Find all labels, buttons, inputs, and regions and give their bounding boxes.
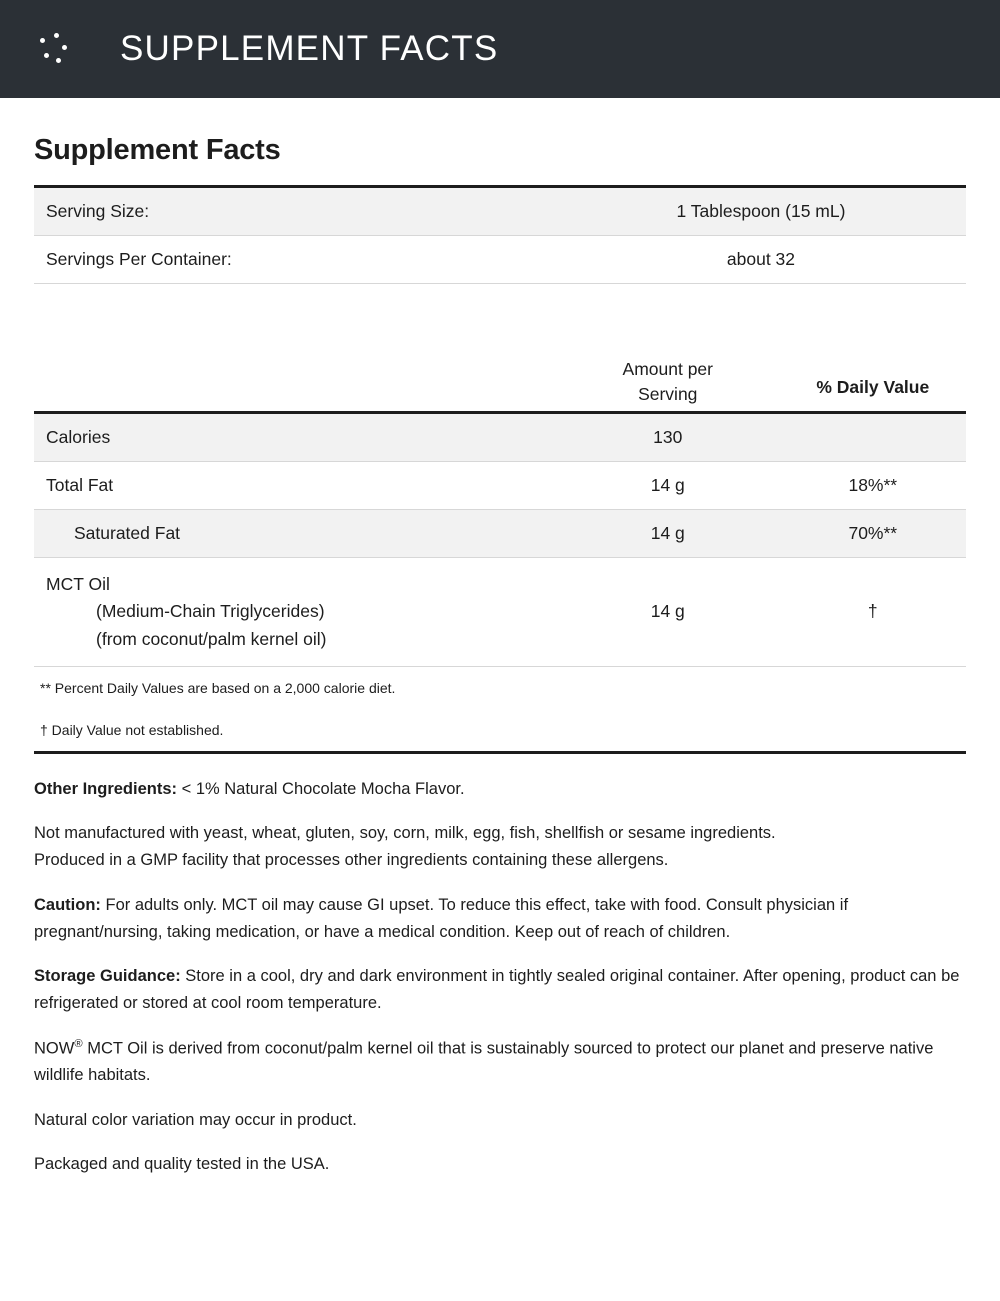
brand-paragraph (34, 1035, 966, 1089)
allergen-paragraph (34, 820, 966, 873)
footnote-row-2 (34, 709, 966, 751)
serving-size-value: 1 Tablespoon (15 mL) (556, 187, 966, 236)
other-ingredients-label: Other Ingredients: (34, 779, 178, 798)
row-label-calories: Calories (34, 413, 556, 462)
mct-oil-name: MCT Oil (46, 574, 110, 595)
table-row-serving-size (34, 187, 966, 236)
dots-scatter-icon (34, 29, 74, 69)
row-dv-saturated-fat: 70%** (780, 510, 966, 558)
allergen-line-1: Not manufactured with yeast, wheat, gluten, soy, corn, milk, egg, fish, shellfish or sesame ingredients. (34, 824, 776, 843)
mct-oil-sub1: (Medium-Chain Triglycerides) (96, 601, 325, 622)
supplement-facts-table (34, 185, 966, 751)
row-dv-calories (780, 413, 966, 462)
row-label-total-fat: Total Fat (34, 462, 556, 510)
mct-oil-sub2: (from coconut/palm kernel oil) (96, 628, 327, 649)
row-amount-saturated-fat: 14 g (556, 510, 780, 558)
brand-name: NOW (34, 1039, 75, 1058)
row-label-saturated-fat: Saturated Fat (34, 510, 556, 558)
row-dv-total-fat: 18%** (780, 462, 966, 510)
content-area (0, 98, 1000, 1236)
row-amount-total-fat: 14 g (556, 462, 780, 510)
header-amount-line2: Serving (638, 383, 698, 404)
header-title: SUPPLEMENT FACTS (120, 29, 499, 68)
registered-trademark-icon: ® (74, 1037, 83, 1050)
header-daily-value: % Daily Value (816, 377, 930, 398)
page-title: Supplement Facts (34, 134, 281, 166)
caution-label: Caution: (34, 895, 101, 914)
footnote-percent-daily-values: ** Percent Daily Values are based on a 2,000 calorie diet. (40, 679, 396, 696)
header-amount-per-serving (556, 344, 780, 413)
row-dv-mct-oil: † (780, 558, 966, 666)
header-amount-line1: Amount per (622, 358, 713, 379)
other-ingredients-text: < 1% Natural Chocolate Mocha Flavor. (177, 779, 465, 798)
storage-paragraph (34, 963, 966, 1016)
row-amount-calories: 130 (556, 413, 780, 462)
notes-section (34, 754, 966, 1178)
servings-per-container-label: Servings Per Container: (34, 236, 556, 284)
brand-text: MCT Oil is derived from coconut/palm kernel oil that is sustainably sourced to protect our planet and preserve native wildlife habitats. (34, 1039, 934, 1084)
header-blank-cell (34, 344, 556, 413)
allergen-line-2: Produced in a GMP facility that processes other ingredients containing these allergens. (34, 851, 669, 870)
table-row (34, 558, 966, 666)
row-label-mct-oil (34, 558, 556, 666)
table-row (34, 462, 966, 510)
storage-label: Storage Guidance: (34, 967, 181, 986)
table-row (34, 413, 966, 462)
page-header (0, 0, 1000, 98)
other-ingredients-paragraph (34, 776, 966, 803)
table-spacer-row (34, 284, 966, 344)
color-variation-paragraph: Natural color variation may occur in product. (34, 1110, 357, 1129)
table-row-servings-per-container (34, 236, 966, 284)
caution-text: For adults only. MCT oil may cause GI upset. To reduce this effect, take with food. Consult physician if pregnant/nursing, taking medication, or have a medical condition. Keep out of reach of children. (34, 895, 849, 941)
serving-size-label: Serving Size: (34, 187, 556, 236)
caution-paragraph (34, 892, 966, 945)
storage-text: Store in a cool, dry and dark environment in tightly sealed original container. After opening, product can be refrigerated or stored at cool room temperature. (34, 967, 960, 1012)
table-row (34, 510, 966, 558)
footnote-row-1 (34, 666, 966, 709)
table-header-row (34, 344, 966, 413)
packaged-paragraph: Packaged and quality tested in the USA. (34, 1155, 330, 1174)
footnote-dv-not-established: † Daily Value not established. (40, 721, 224, 738)
servings-per-container-value: about 32 (556, 236, 966, 284)
row-amount-mct-oil: 14 g (556, 558, 780, 666)
